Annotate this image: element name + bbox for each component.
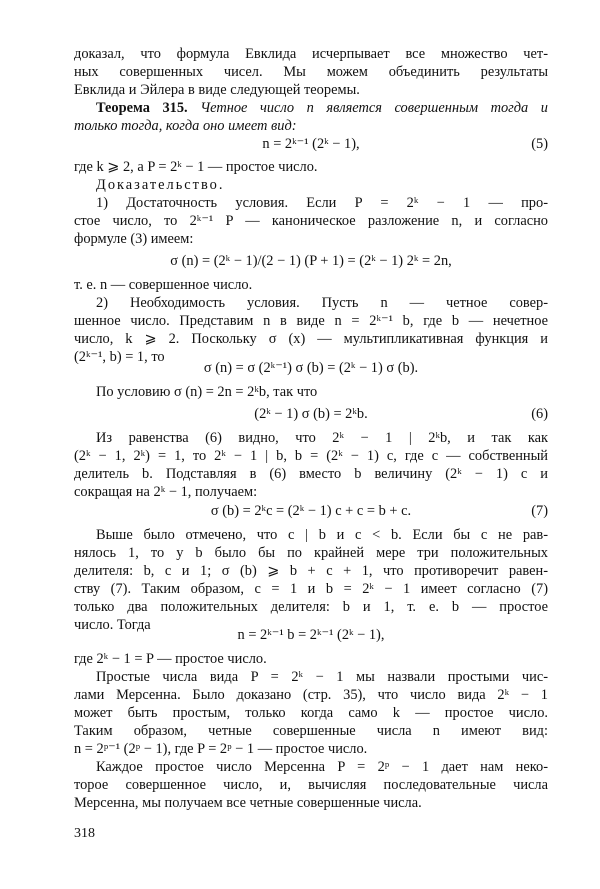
- text-line: делителя: b, c и 1; σ (b) ⩾ b + c + 1, что противоречит равен-: [74, 563, 548, 579]
- text-line: только тогда, когда оно имеет вид:: [74, 118, 297, 134]
- text-line: число. Тогда: [74, 617, 151, 633]
- text-line: только два положительных делителя: b и 1, т. е. b — простое: [74, 599, 548, 615]
- theorem-line: [74, 99, 548, 117]
- theorem-text: Четное число n является совершенным тогда и: [187, 100, 548, 116]
- equation-number: (5): [531, 136, 548, 152]
- text-line: 1) Достаточность условия. Если P = 2ᵏ − 1 — про-: [96, 195, 548, 211]
- equation-line: [74, 359, 548, 377]
- text-line: стое число, то 2ᵏ⁻¹ P — каноническое разложение n, и согласно: [74, 213, 548, 229]
- equation-line: [74, 252, 548, 270]
- equation: n = 2ᵏ⁻¹ b = 2ᵏ⁻¹ (2ᵏ − 1),: [237, 627, 385, 643]
- equation: σ (n) = (2ᵏ − 1)/(2 − 1) (P + 1) = (2ᵏ − 1) 2ᵏ = 2n,: [170, 253, 452, 269]
- text-line: ству (7). Таким образом, c = 1 и b = 2ᵏ − 1 имеет согласно (7): [74, 581, 548, 597]
- equation: (2ᵏ − 1) σ (b) = 2ᵏb.: [254, 406, 368, 422]
- text-line: где k ⩾ 2, а P = 2ᵏ − 1 — простое число.: [74, 159, 318, 175]
- text-line: n = 2ᵖ⁻¹ (2ᵖ − 1), где P = 2ᵖ − 1 — простое число.: [74, 741, 368, 757]
- text-line: Простые числа вида P = 2ᵏ − 1 мы назвали простыми чис-: [96, 669, 548, 685]
- equation: σ (n) = σ (2ᵏ⁻¹) σ (b) = (2ᵏ − 1) σ (b).: [203, 360, 419, 376]
- text-line: Каждое простое число Мерсенна P = 2ᵖ − 1 дает нам неко-: [96, 759, 548, 775]
- text-line: (2ᵏ⁻¹, b) = 1, то: [74, 349, 165, 365]
- equation-number: (7): [531, 503, 548, 519]
- text-line: ных совершенных чисел. Мы можем объединить результаты: [74, 64, 548, 80]
- text-line: Выше было отмечено, что c | b и c < b. Если бы c не рав-: [96, 527, 548, 543]
- text-line: доказал, что формула Евклида исчерпывает все множество чет-: [74, 46, 548, 62]
- text-line: Таким образом, четные совершенные числа n имеют вид:: [74, 723, 548, 739]
- equation: n = 2ᵏ⁻¹ (2ᵏ − 1),: [262, 136, 360, 152]
- equation-line: [74, 502, 548, 520]
- text-line: шенное число. Представим n в виде n = 2ᵏ⁻¹ b, где b — нечетное: [74, 313, 548, 329]
- equation-number: (6): [531, 406, 548, 422]
- text-line: формуле (3) имеем:: [74, 231, 194, 247]
- text-line: т. е. n — совершенное число.: [74, 277, 253, 293]
- text-line: торое совершенное число, и, вычисляя последовательные числа: [74, 777, 548, 793]
- text-line: По условию σ (n) = 2n = 2ᵏb, так что: [96, 384, 318, 400]
- text-line: Из равенства (6) видно, что 2ᵏ − 1 | 2ᵏb, и так как: [96, 430, 548, 446]
- text-line: Евклида и Эйлера в виде следующей теоремы.: [74, 82, 360, 98]
- equation-line: [74, 135, 548, 153]
- theorem-label: Теорема 315.: [96, 100, 188, 116]
- text-line: может быть простым, только когда само k — простое число.: [74, 705, 548, 721]
- text-line: число, k ⩾ 2. Поскольку σ (x) — мультипликативная функция и: [74, 331, 548, 347]
- text-line: нялось 1, то у b было бы по крайней мере три положительных: [74, 545, 548, 561]
- equation-line: [74, 626, 548, 644]
- text-line: где 2ᵏ − 1 = P — простое число.: [74, 651, 267, 667]
- text-line: делитель b. Подставляя в (6) вместо b величину (2ᵏ − 1) c и: [74, 466, 548, 482]
- text-line: (2ᵏ − 1, 2ᵏ) = 1, то 2ᵏ − 1 | b, b = (2ᵏ − 1) c, где c — собственный: [74, 448, 548, 464]
- text-line: Мерсенна, мы получаем все четные совершенные числа.: [74, 795, 422, 811]
- text-line: 2) Необходимость условия. Пусть n — четное совер-: [96, 295, 548, 311]
- equation: σ (b) = 2ᵏc = (2ᵏ − 1) c + c = b + c.: [210, 503, 412, 519]
- text-line: Доказательство.: [96, 177, 225, 193]
- page-number: 318: [74, 826, 95, 841]
- equation-line: [74, 405, 548, 423]
- text-line: лами Мерсенна. Было доказано (стр. 35), что число вида 2ᵏ − 1: [74, 687, 548, 703]
- text-line: сокращая на 2ᵏ − 1, получаем:: [74, 484, 258, 500]
